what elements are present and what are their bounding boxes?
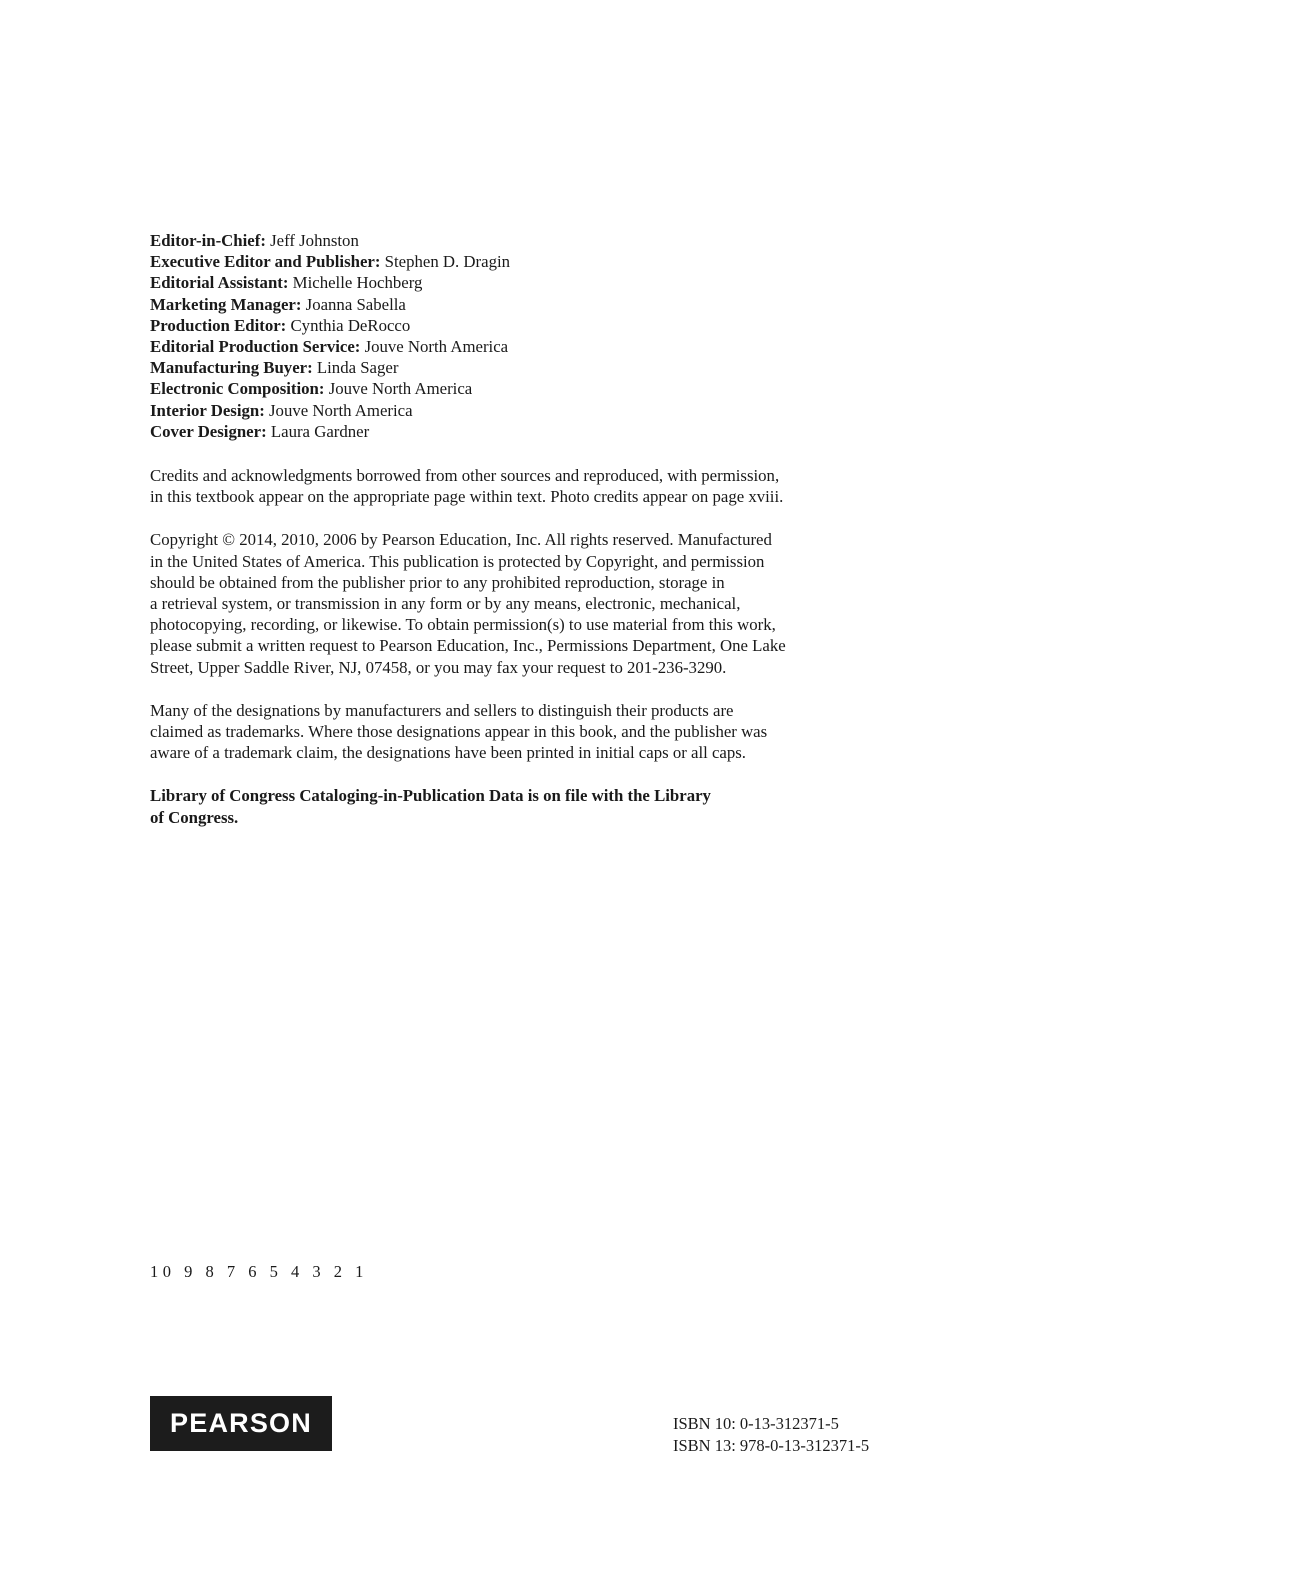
credit-line	[150, 315, 910, 336]
credit-role: Executive Editor and Publisher:	[150, 252, 381, 272]
credit-role: Cover Designer:	[150, 421, 267, 441]
credit-role: Editor-in-Chief:	[150, 231, 266, 250]
credit-name: Laura Gardner	[270, 421, 370, 441]
acknowledgments-paragraph	[150, 465, 910, 507]
logo-text: PEARSON	[170, 1408, 312, 1438]
paragraph-line: should be obtained from the publisher prior to any prohibited reproduction, storage in	[150, 572, 725, 592]
credit-name: Jeff Johnston	[270, 231, 359, 250]
credit-role: Editorial Assistant:	[150, 273, 289, 293]
credit-name: Jouve North America	[269, 400, 413, 420]
paragraph-line: photocopying, recording, or likewise. To obtain permission(s) to use material from this work,	[150, 615, 776, 635]
paragraph-line: Copyright © 2014, 2010, 2006 by Pearson Education, Inc. All rights reserved. Manufactured	[150, 530, 772, 550]
credit-role: Electronic Composition:	[150, 379, 325, 399]
paragraph-line: aware of a trademark claim, the designations have been printed in initial caps or all caps.	[150, 743, 746, 763]
isbn-10: ISBN 10: 0-13-312371-5	[673, 1414, 839, 1433]
copyright-page-body	[150, 230, 910, 828]
credit-line	[150, 336, 910, 357]
copyright-paragraph	[150, 529, 910, 677]
credit-name: Jouve North America	[364, 337, 509, 357]
credit-line	[150, 251, 910, 272]
credit-name: Michelle Hochberg	[292, 273, 423, 293]
paragraph-line: Many of the designations by manufacturers and sellers to distinguish their products are	[150, 700, 734, 720]
paragraph-line: Credits and acknowledgments borrowed from other sources and reproduced, with permission,	[150, 466, 780, 486]
credit-name: Joanna Sabella	[305, 294, 406, 314]
paragraph-line: a retrieval system, or transmission in any form or by any means, electronic, mechanical,	[150, 594, 741, 614]
paragraph-line: of Congress.	[150, 807, 239, 827]
credit-line	[150, 272, 910, 293]
paragraph-line: claimed as trademarks. Where those designations appear in this book, and the publisher was	[150, 722, 768, 742]
paragraph-line: Library of Congress Cataloging-in-Publication Data is on file with the Library	[150, 786, 711, 806]
credit-name: Stephen D. Dragin	[384, 252, 511, 272]
credit-line	[150, 294, 910, 315]
credit-line	[150, 421, 910, 442]
paragraph-line: in this textbook appear on the appropriate page within text. Photo credits appear on page xviii.	[150, 487, 784, 507]
credit-line	[150, 378, 910, 399]
credit-line	[150, 357, 910, 378]
credit-name: Jouve North America	[328, 379, 473, 399]
printing-line: 10 9 8 7 6 5 4 3 2 1	[150, 1262, 368, 1281]
credit-name: Linda Sager	[316, 358, 399, 378]
credit-line	[150, 400, 910, 421]
isbn-block	[673, 1413, 869, 1457]
staff-credits-list	[150, 230, 910, 442]
credit-role: Manufacturing Buyer:	[150, 358, 313, 378]
paragraph-line: please submit a written request to Pearson Education, Inc., Permissions Department, One Lake	[150, 636, 786, 656]
credit-role: Interior Design:	[150, 400, 265, 420]
credit-role: Production Editor:	[150, 315, 287, 335]
paragraph-line: in the United States of America. This publication is protected by Copyright, and permission	[150, 551, 765, 571]
pearson-logo	[150, 1396, 332, 1451]
credit-role: Editorial Production Service:	[150, 337, 361, 357]
paragraph-line: Street, Upper Saddle River, NJ, 07458, or you may fax your request to 201-236-3290.	[150, 657, 727, 677]
credit-line	[150, 230, 910, 251]
credit-role: Marketing Manager:	[150, 294, 302, 314]
library-of-congress-note	[150, 785, 910, 827]
credit-name: Cynthia DeRocco	[290, 315, 411, 335]
isbn-13: ISBN 13: 978-0-13-312371-5	[673, 1436, 870, 1455]
trademarks-paragraph	[150, 700, 910, 764]
